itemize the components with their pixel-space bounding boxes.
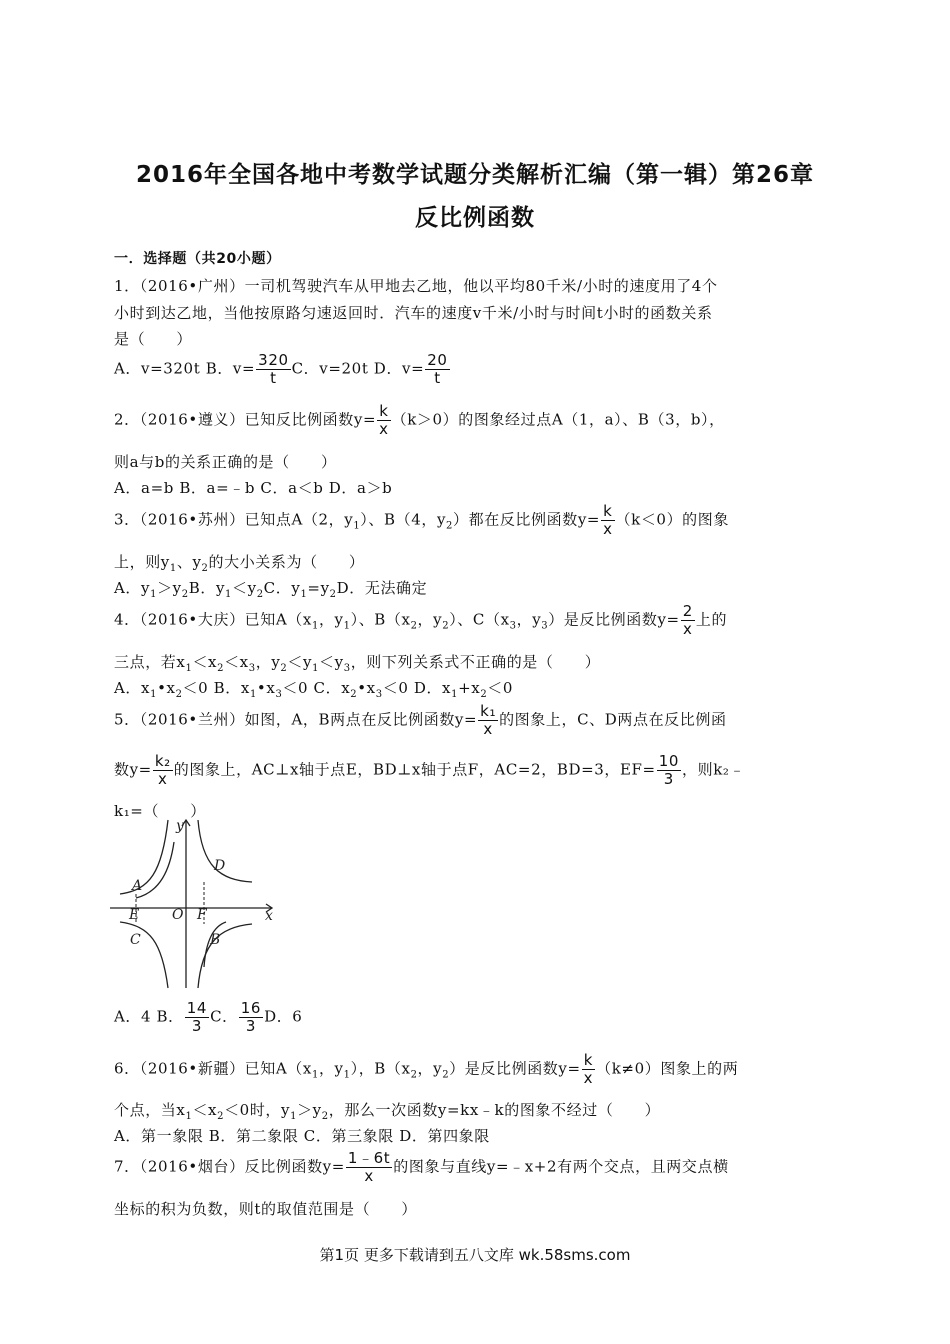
q5-options: A．4 B． $\frac{14}{3}$ C． $\frac{16}{3}$ D．6 — [114, 999, 303, 1035]
q7-line1: 7．（2016•烟台）反比例函数y= $\frac{1﹣6t}{x}$ 的图象与直线y=﹣x+2有两个交点，且两交点横 — [114, 1149, 729, 1185]
page-title-line2: 反比例函数 — [415, 205, 535, 231]
label-E: E — [129, 907, 140, 923]
label-B: B — [210, 932, 221, 948]
fraction: $\frac{k}{x}$ — [603, 502, 613, 538]
fraction: $\frac{1﹣6t}{x}$ — [347, 1149, 391, 1185]
q3-line1: 3．（2016•苏州）已知点A（2，$y_1$）、B（4，$y_2$）都在反比例函数y= $\frac{k}{x}$ （k＜0）的图象 — [114, 502, 729, 538]
label-F: F — [197, 907, 207, 923]
q4-line2: 三点，若$x_1<x_2<x_3$，$y_2<y_1<y_3$，则下列关系式不正确的是（ ） — [114, 653, 601, 674]
label-D: D — [214, 858, 226, 874]
fraction: $\frac{k}{x}$ — [379, 402, 389, 438]
fraction: $\frac{2}{x}$ — [682, 602, 693, 638]
q3-line2: 上，则$y_1$、$y_2$的大小关系为（ ） — [114, 553, 365, 574]
label-O: O — [172, 907, 184, 923]
q6-options: A．第一象限 B．第二象限 C．第三象限 D．第四象限 — [114, 1127, 490, 1145]
q6-line2: 个点，当$x_1<x_2<0$时，$y_1>y_2$，那么一次函数y=kx﹣k的图象不经过（ ） — [114, 1101, 661, 1122]
label-y: y — [176, 818, 184, 834]
label-A: A — [132, 878, 143, 894]
fraction: $\frac{16}{3}$ — [240, 999, 262, 1035]
fraction: $\frac{k}{x}$ — [583, 1051, 594, 1087]
fraction: $\frac{20}{t}$ — [427, 351, 448, 387]
page-title-line1: 2016年全国各地中考数学试题分类解析汇编（第一辑）第26章 — [135, 162, 815, 188]
q1-line1: 1．（2016•广州）一司机驾驶汽车从甲地去乙地，他以平均80千米/小时的速度用了4个 — [114, 277, 718, 295]
curve-k2-q2 — [120, 820, 168, 894]
q2-line2: 则a与b的关系正确的是（ ） — [114, 453, 337, 471]
curve-k2-q4 — [198, 924, 252, 988]
label-x: x — [265, 908, 273, 924]
q3-options: A．$y_1>y_2B$．$y_1<y_2C$．$y_1=y_2D$．无法确定 — [114, 579, 428, 600]
q2-options: A．a=b B．a=﹣b C．a＜b D．a＞b — [114, 479, 393, 497]
fraction: $\frac{\text{k₂}}{x}$ — [154, 752, 171, 788]
hyperbola-figure — [110, 812, 280, 992]
q6-line1: 6．（2016•新疆）已知$A(x_1$，$y_1$），$B(x_2$，$y_2$）是反比例函数y= $\frac{k}{x}$ （k≠0）图象上的两 — [114, 1051, 739, 1087]
q5-line1: 5．（2016•兰州）如图，A，B两点在反比例函数y= $\frac{\text{k₁}}{x}$ 的图象上，C、D两点在反比例函 — [114, 702, 727, 738]
q2-line1: 2．（2016•遵义）已知反比例函数y= $\frac{k}{x}$ （k＞0）的图象经过点A（1，a）、B（3，b）， — [114, 402, 725, 438]
fraction: $\frac{320}{t}$ — [258, 351, 289, 387]
fraction: $\frac{14}{3}$ — [186, 999, 208, 1035]
q5-line2: 数y= $\frac{\text{k₂}}{x}$ 的图象上，AC⊥x轴于点E，BD⊥x轴于点F，AC=2，BD=3，EF= $\frac{10}{3}$ ，则k₂﹣ — [114, 752, 746, 788]
q4-line1: 4．（2016•大庆）已知$A(x_1$，$y_1$）、$B(x_2$，$y_2$）、$C(x_3$，$y_3$）是反比例函数y= $\frac{2}{x}$ 上的 — [114, 602, 728, 638]
page-footer: 第1页 更多下载请到五八文库 wk.58sms.com — [319, 1246, 631, 1264]
q7-line2: 坐标的积为负数，则t的取值范围是（ ） — [114, 1200, 418, 1218]
label-C: C — [130, 932, 141, 948]
fraction: $\frac{10}{3}$ — [658, 752, 680, 788]
q4-options: A．$x_1•x_2<0$ B．$x_1•x_3<0$ C．$x_2•x_3<0$ D．$x_1+x_2<0$ — [114, 679, 514, 700]
q1-line2: 小时到达乙地，当他按原路匀速返回时．汽车的速度v千米/小时与时间t小时的函数关系 — [114, 304, 713, 322]
q1-options: A．v=320t B．v= $\frac{320}{t}$ C．v=20t D．v= $\frac{20}{t}$ — [114, 351, 448, 387]
fraction: $\frac{\text{k₁}}{x}$ — [480, 702, 497, 738]
curve-k2-q3 — [120, 922, 168, 988]
q5-line3: k₁=（ ） — [114, 802, 206, 820]
q1-line3: 是（ ） — [114, 330, 193, 348]
section-heading: 一．选择题（共20小题） — [114, 251, 281, 267]
